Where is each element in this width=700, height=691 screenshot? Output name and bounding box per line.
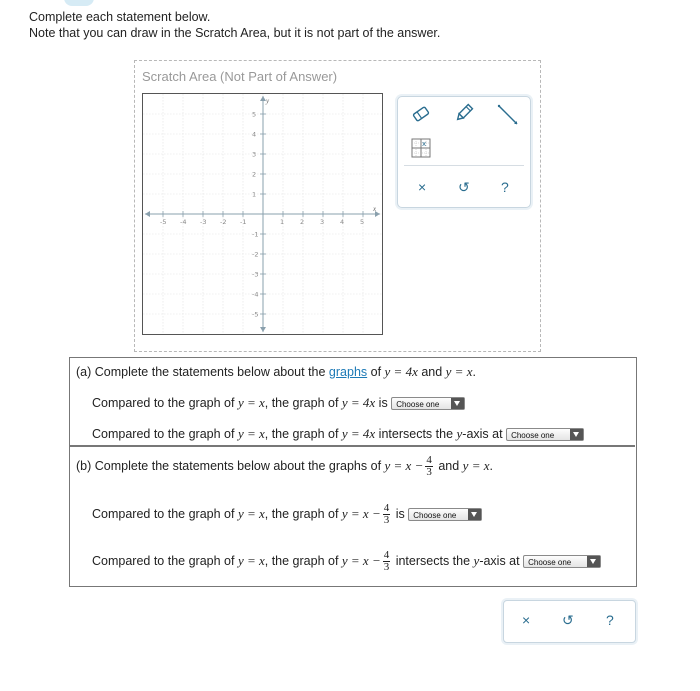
x-axis-label: x [373, 205, 377, 213]
equation-4x: y = 4x [384, 364, 418, 379]
scratch-area-title: Scratch Area (Not Part of Answer) [142, 69, 338, 84]
text: , the graph of [264, 506, 342, 521]
x-tick-label: -3 [200, 218, 207, 226]
x-axis-arrow [145, 211, 150, 217]
part-a-header [76, 364, 476, 380]
y-tick-label: 5 [252, 110, 257, 119]
answer-action-panel [503, 600, 636, 643]
answer-divider [69, 445, 635, 447]
text: intersects the [392, 553, 474, 568]
drawing-tool-panel [397, 96, 531, 208]
axes [145, 96, 380, 332]
chevron-down-icon [587, 556, 600, 567]
equation: y = x [462, 457, 490, 473]
part-b-statement-2-dropdown[interactable] [523, 555, 601, 568]
scratch-graph[interactable] [142, 93, 383, 335]
equation: y = 4x [341, 426, 376, 441]
text: , the graph of [264, 427, 342, 441]
part-a-header-and: and [417, 365, 446, 379]
y-tick-label: -1 [252, 230, 259, 239]
text: . [489, 458, 493, 473]
chevron-down-icon [451, 398, 464, 409]
help-icon[interactable]: ? [606, 612, 614, 628]
part-a-statement-2-dropdown[interactable] [506, 428, 584, 441]
text: Compared to the graph of [92, 506, 238, 521]
y-tick-label: -3 [252, 270, 259, 279]
x-tick-label: 1 [280, 218, 285, 226]
fraction-4-3 [383, 550, 391, 573]
y-tick-label: 2 [252, 170, 257, 179]
y-tick-label: 1 [252, 190, 257, 199]
x-tick-label: 4 [340, 218, 345, 226]
y-tick-label: -5 [252, 310, 259, 319]
chevron-down-icon [468, 509, 481, 520]
dropdown-label: Choose one [413, 511, 457, 520]
equation: y = x − [341, 505, 381, 521]
fraction-numerator: 4 [383, 549, 390, 561]
text: Compared to the graph of [92, 427, 238, 441]
equation-x: y = x [445, 364, 473, 379]
part-b-statement-2 [92, 550, 601, 573]
help-icon[interactable]: ? [501, 179, 509, 195]
undo-icon[interactable]: ↺ [562, 612, 574, 628]
line-tool-icon[interactable] [496, 103, 520, 130]
instructions-line1: Complete each statement below. [29, 10, 211, 24]
text: , the graph of [264, 553, 342, 568]
fraction-numerator: 4 [383, 502, 390, 514]
part-a-statement-2 [92, 426, 584, 442]
text: -axis at [462, 427, 503, 441]
text: Compared to the graph of [92, 396, 238, 410]
chevron-down-icon [570, 429, 583, 440]
y-tick-label: -4 [252, 290, 259, 299]
y-tick-label: 4 [252, 130, 257, 139]
equation: y = x − [384, 457, 424, 473]
equation: y = 4x [341, 395, 376, 410]
fraction-numerator: 4 [426, 454, 432, 466]
text: and [434, 458, 463, 473]
text: Compared to the graph of [92, 553, 238, 568]
x-tick-label: -5 [160, 218, 167, 226]
undo-icon[interactable]: ↺ [458, 179, 470, 195]
eraser-icon[interactable] [411, 105, 431, 126]
axis-variable: y [473, 552, 480, 568]
pencil-icon[interactable] [454, 103, 474, 126]
fraction-denominator: 3 [383, 514, 390, 526]
dropdown-label: Choose one [396, 400, 440, 410]
part-b-header [76, 455, 493, 478]
text: (b) Complete the statements below about the graphs of [76, 458, 385, 473]
coordinate-plane[interactable] [143, 94, 382, 334]
part-a-header-end: . [472, 365, 476, 379]
equation: y = x [237, 395, 265, 410]
text: , the graph of [264, 396, 342, 410]
x-tick-label: -1 [240, 218, 247, 226]
y-axis-label: y [266, 97, 270, 105]
equation: y = x [237, 426, 265, 441]
x-tick-label: 5 [360, 218, 365, 226]
x-tick-label: 2 [300, 218, 305, 226]
y-tick-label: -2 [252, 250, 259, 259]
dropdown-label: Choose one [528, 558, 572, 567]
x-tick-label: 3 [320, 218, 325, 226]
fraction-4-3 [383, 503, 391, 526]
clear-icon[interactable]: × [418, 179, 427, 195]
part-a-statement-1 [92, 395, 465, 411]
fraction-4-3 [425, 455, 433, 478]
part-b-statement-1 [92, 503, 482, 526]
equation: y = x − [341, 552, 381, 568]
dropdown-label: Choose one [511, 431, 555, 441]
y-tick-label: 3 [252, 150, 257, 159]
fraction-denominator: 3 [383, 561, 390, 573]
part-a-statement-1-dropdown[interactable] [391, 397, 465, 410]
fraction-denominator: 3 [426, 466, 432, 478]
axis-variable: y [456, 426, 463, 441]
clear-icon[interactable]: × [522, 612, 531, 628]
grid-tool-icon[interactable] [411, 138, 431, 161]
graphs-link[interactable]: graphs [328, 365, 368, 379]
svg-text:x: x [422, 140, 427, 148]
part-a-header-of: of [367, 365, 385, 379]
part-a-header-text: (a) Complete the statements below about the [76, 365, 329, 379]
top-tab-indicator [64, 0, 94, 6]
text: is [375, 396, 388, 410]
instructions-line2: Note that you can draw in the Scratch Area, but it is not part of the answer. [29, 26, 441, 40]
tool-panel-divider [404, 165, 524, 166]
equation: y = x [237, 552, 265, 568]
text: intersects the [375, 427, 457, 441]
x-tick-label: -2 [220, 218, 227, 226]
y-axis-arrow [260, 327, 266, 332]
part-b-statement-1-dropdown[interactable] [408, 508, 482, 521]
text: is [392, 506, 405, 521]
equation: y = x [237, 505, 265, 521]
x-tick-label: -4 [180, 218, 187, 226]
text: -axis at [479, 553, 520, 568]
